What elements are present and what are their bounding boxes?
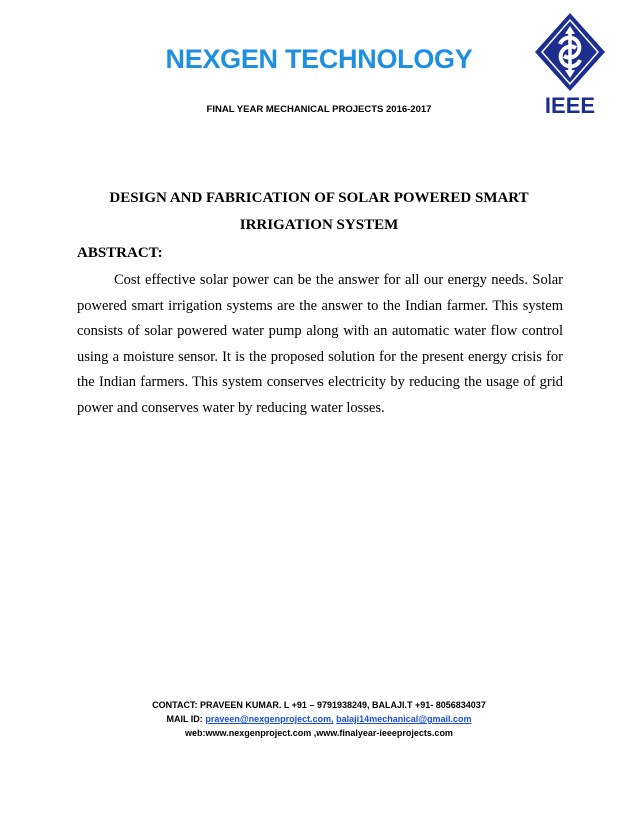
project-title-line-1: DESIGN AND FABRICATION OF SOLAR POWERED SMART: [109, 190, 529, 206]
ieee-logo: [533, 12, 607, 116]
web-line: web:www.nexgenproject.com ,www.finalyear-ieeeprojects.com: [185, 728, 453, 738]
project-title: [60, 185, 578, 239]
project-title-line-2: IRRIGATION SYSTEM: [239, 217, 399, 233]
email-link-balaji[interactable]: balaji14mechanical@gmail.com: [336, 714, 472, 724]
abstract-heading: ABSTRACT:: [77, 245, 163, 261]
contact-footer: [0, 698, 638, 740]
email-link-praveen[interactable]: praveen@nexgenproject.com,: [205, 714, 334, 724]
mail-label: MAIL ID:: [166, 714, 203, 724]
mail-line: [0, 712, 638, 726]
company-name: NEXGEN TECHNOLOGY: [165, 44, 473, 74]
abstract-body: Cost effective solar power can be the answer for all our energy needs. Solar powered smart irrigation systems are the answer to the Indian farmer. This system consists of solar powered water pump along with an automatic water flow control using a moisture sensor. It is the proposed solution for the present energy crisis for the Indian farmers. This system conserves electricity by reducing the usage of grid power and conserves water by reducing water losses.: [77, 272, 563, 416]
ieee-logo-text: IEEE: [544, 93, 596, 116]
contact-line: CONTACT: PRAVEEN KUMAR. L +91 – 9791938249, BALAJI.T +91- 8056834037: [152, 700, 486, 710]
ieee-diamond-icon: [535, 13, 605, 91]
projects-subtitle: FINAL YEAR MECHANICAL PROJECTS 2016-2017: [206, 104, 432, 115]
